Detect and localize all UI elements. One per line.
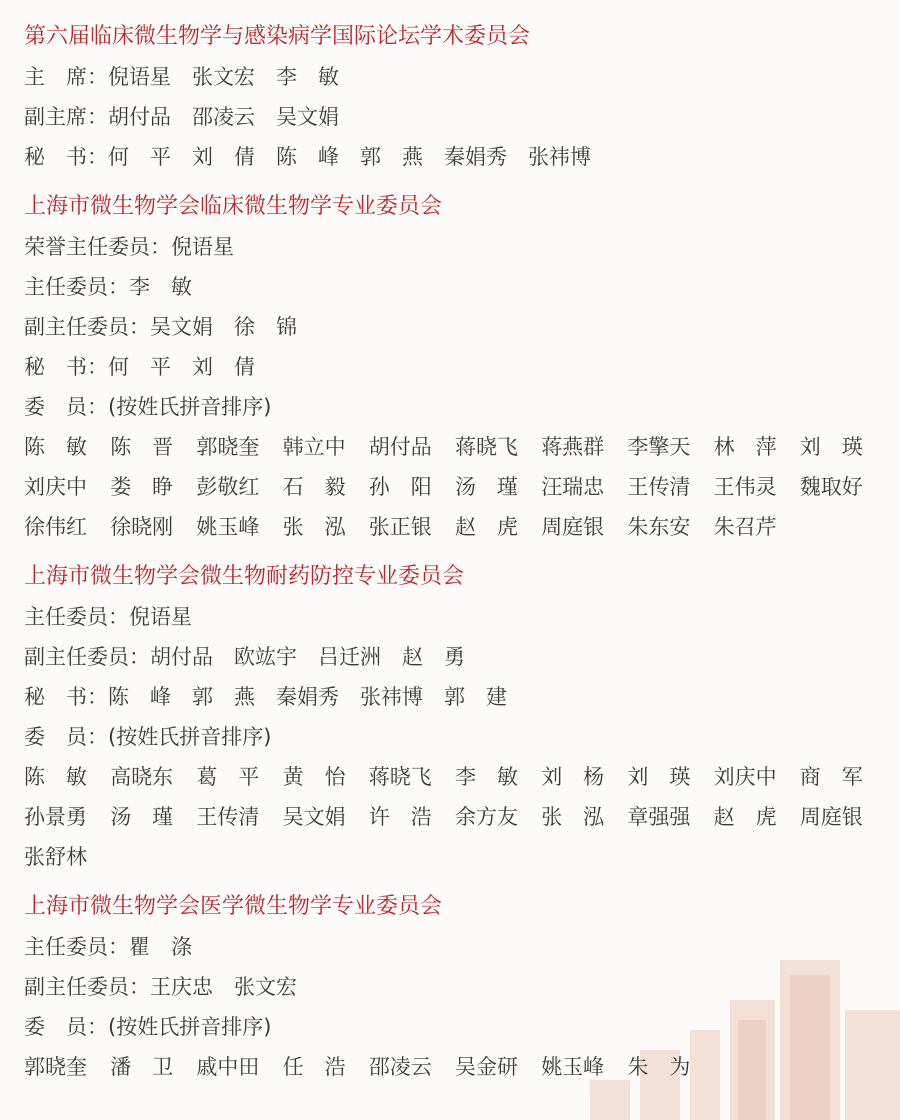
member-name: 刘 瑛 bbox=[799, 435, 863, 459]
member-name: 孙 阳 bbox=[368, 475, 432, 499]
member-name: 赵 虎 bbox=[713, 805, 777, 829]
section-title: 上海市微生物学会临床微生物学专业委员会 bbox=[24, 194, 443, 219]
role-label: 委 员： bbox=[24, 395, 108, 419]
member-row bbox=[24, 1052, 886, 1082]
member-name: 高晓东 bbox=[110, 765, 174, 789]
section-title: 第六届临床微生物学与感染病学国际论坛学术委员会 bbox=[24, 24, 531, 49]
member-name: 徐伟红 bbox=[24, 515, 87, 539]
role-line bbox=[24, 642, 465, 672]
member-name: 周庭银 bbox=[799, 805, 863, 829]
role-label: 主 席： bbox=[24, 65, 108, 89]
member-name: 吴金研 bbox=[454, 1055, 518, 1079]
member-name: 王伟灵 bbox=[713, 475, 777, 499]
role-label: 主任委员： bbox=[24, 935, 129, 959]
role-label: 副主任委员： bbox=[24, 645, 150, 669]
role-line bbox=[24, 682, 507, 712]
member-name: 陈 敏 bbox=[24, 435, 87, 459]
member-name: 郭晓奎 bbox=[196, 435, 260, 459]
member-name: 陈 晋 bbox=[110, 435, 174, 459]
member-name: 彭敬红 bbox=[196, 475, 260, 499]
role-names: (按姓氏拼音排序) bbox=[108, 1015, 272, 1039]
member-name: 朱 为 bbox=[627, 1055, 691, 1079]
member-name: 汪瑞忠 bbox=[541, 475, 605, 499]
member-name: 刘庆中 bbox=[713, 765, 777, 789]
role-label: 主任委员： bbox=[24, 605, 129, 629]
member-name: 吴文娟 bbox=[282, 805, 346, 829]
role-label: 荣誉主任委员： bbox=[24, 235, 171, 259]
city-skyline-decoration bbox=[480, 940, 900, 1120]
member-name: 戚中田 bbox=[196, 1055, 260, 1079]
role-line bbox=[24, 232, 234, 262]
member-name: 张正银 bbox=[368, 515, 432, 539]
member-name: 邵凌云 bbox=[368, 1055, 432, 1079]
member-name: 汤 瑾 bbox=[454, 475, 518, 499]
role-names: 倪语星 张文宏 李 敏 bbox=[108, 65, 339, 89]
role-line bbox=[24, 312, 297, 342]
role-line bbox=[24, 1012, 271, 1042]
section-title: 上海市微生物学会医学微生物学专业委员会 bbox=[24, 894, 443, 919]
member-name: 刘 杨 bbox=[541, 765, 605, 789]
member-name: 娄 睁 bbox=[110, 475, 174, 499]
role-label: 副主席： bbox=[24, 105, 108, 129]
role-label: 副主任委员： bbox=[24, 975, 150, 999]
member-name: 刘庆中 bbox=[24, 475, 87, 499]
role-line bbox=[24, 272, 192, 302]
member-row bbox=[24, 432, 886, 462]
member-name: 黄 怡 bbox=[282, 765, 346, 789]
member-name: 商 军 bbox=[799, 765, 863, 789]
member-name: 陈 敏 bbox=[24, 765, 87, 789]
member-name: 徐晓刚 bbox=[110, 515, 174, 539]
member-name: 王传清 bbox=[627, 475, 691, 499]
role-names: 吴文娟 徐 锦 bbox=[150, 315, 297, 339]
role-line bbox=[24, 102, 339, 132]
member-name: 姚玉峰 bbox=[541, 1055, 605, 1079]
member-name: 蒋晓飞 bbox=[454, 435, 518, 459]
member-name: 刘 瑛 bbox=[627, 765, 691, 789]
role-label: 委 员： bbox=[24, 1015, 108, 1039]
member-name: 王传清 bbox=[196, 805, 260, 829]
member-name: 余方友 bbox=[454, 805, 518, 829]
role-line bbox=[24, 142, 591, 172]
section-title: 上海市微生物学会微生物耐药防控专业委员会 bbox=[24, 564, 465, 589]
member-row bbox=[24, 802, 886, 832]
role-label: 副主任委员： bbox=[24, 315, 150, 339]
member-name: 魏取好 bbox=[799, 475, 863, 499]
member-name: 李擎天 bbox=[627, 435, 691, 459]
role-names: 瞿 涤 bbox=[129, 935, 192, 959]
role-names: 胡付品 欧竑宇 吕迁洲 赵 勇 bbox=[150, 645, 465, 669]
member-name: 韩立中 bbox=[282, 435, 346, 459]
member-name: 葛 平 bbox=[196, 765, 260, 789]
role-label: 秘 书： bbox=[24, 685, 108, 709]
role-names: 陈 峰 郭 燕 秦娟秀 张祎博 郭 建 bbox=[108, 685, 507, 709]
member-row bbox=[24, 472, 886, 502]
member-name: 蒋晓飞 bbox=[368, 765, 432, 789]
role-names: 李 敏 bbox=[129, 275, 192, 299]
member-name: 李 敏 bbox=[454, 765, 518, 789]
member-name: 张舒林 bbox=[24, 845, 87, 869]
role-names: 倪语星 bbox=[171, 235, 234, 259]
role-label: 主任委员： bbox=[24, 275, 129, 299]
role-names: 何 平 刘 倩 陈 峰 郭 燕 秦娟秀 张祎博 bbox=[108, 145, 591, 169]
member-name: 朱东安 bbox=[627, 515, 691, 539]
member-name: 任 浩 bbox=[282, 1055, 346, 1079]
member-name: 胡付品 bbox=[368, 435, 432, 459]
member-name: 张 泓 bbox=[541, 805, 605, 829]
role-line bbox=[24, 972, 297, 1002]
role-label: 委 员： bbox=[24, 725, 108, 749]
role-names: 何 平 刘 倩 bbox=[108, 355, 255, 379]
member-name: 周庭银 bbox=[541, 515, 605, 539]
member-row bbox=[24, 842, 886, 872]
member-name: 章强强 bbox=[627, 805, 691, 829]
role-line bbox=[24, 722, 271, 752]
role-names: 胡付品 邵凌云 吴文娟 bbox=[108, 105, 339, 129]
role-names: (按姓氏拼音排序) bbox=[108, 395, 272, 419]
role-line bbox=[24, 352, 255, 382]
member-row bbox=[24, 762, 886, 792]
role-label: 秘 书： bbox=[24, 145, 108, 169]
role-names: (按姓氏拼音排序) bbox=[108, 725, 272, 749]
member-row bbox=[24, 512, 886, 542]
member-name: 许 浩 bbox=[368, 805, 432, 829]
member-name: 朱召芹 bbox=[713, 515, 777, 539]
member-name: 孙景勇 bbox=[24, 805, 87, 829]
member-name: 汤 瑾 bbox=[110, 805, 174, 829]
role-line bbox=[24, 62, 339, 92]
member-name: 张 泓 bbox=[282, 515, 346, 539]
role-names: 倪语星 bbox=[129, 605, 192, 629]
member-name: 赵 虎 bbox=[454, 515, 518, 539]
role-names: 王庆忠 张文宏 bbox=[150, 975, 297, 999]
member-name: 林 萍 bbox=[713, 435, 777, 459]
role-line bbox=[24, 392, 271, 422]
role-line bbox=[24, 932, 192, 962]
member-name: 郭晓奎 bbox=[24, 1055, 87, 1079]
member-name: 潘 卫 bbox=[110, 1055, 174, 1079]
member-name: 姚玉峰 bbox=[196, 515, 260, 539]
member-name: 蒋燕群 bbox=[541, 435, 605, 459]
member-name: 石 毅 bbox=[282, 475, 346, 499]
role-line bbox=[24, 602, 192, 632]
role-label: 秘 书： bbox=[24, 355, 108, 379]
